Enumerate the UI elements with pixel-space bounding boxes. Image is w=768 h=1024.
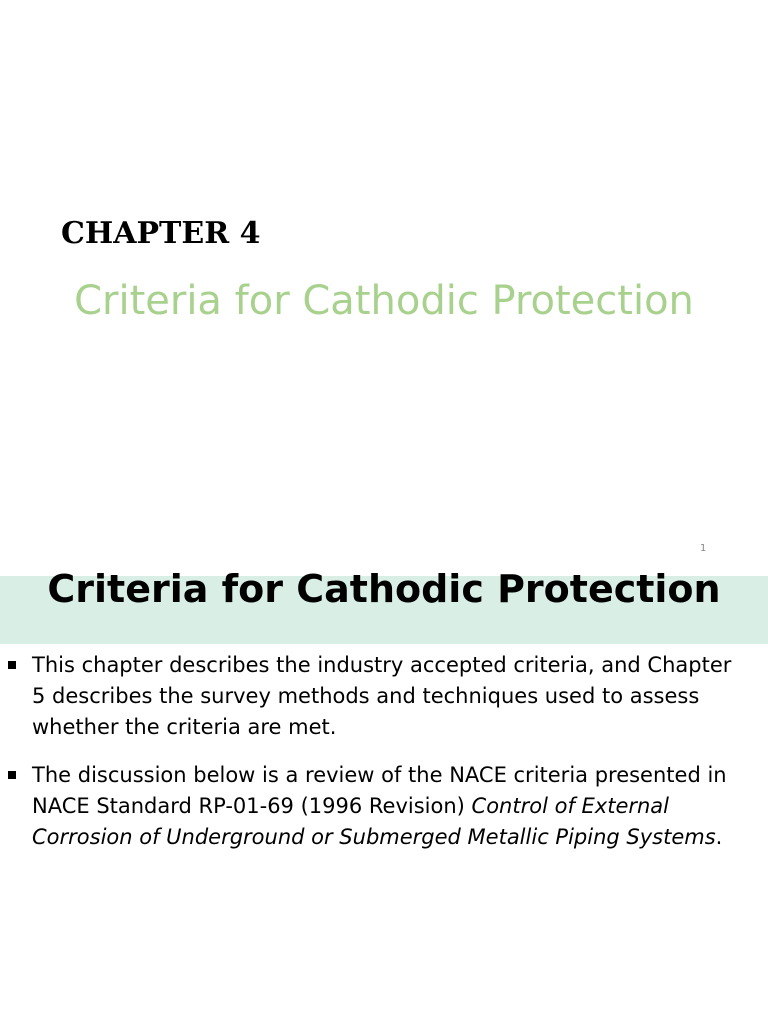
square-bullet-icon xyxy=(8,771,16,779)
chapter-title: Criteria for Cathodic Protection xyxy=(74,278,694,324)
page-number: 1 xyxy=(700,543,707,554)
slide-title: Criteria for Cathodic Protection xyxy=(47,567,721,611)
bullet-list xyxy=(0,650,768,870)
chapter-label: CHAPTER 4 xyxy=(61,216,261,251)
bullet-text: This chapter describes the industry accepted criteria, and Chapter 5 describes the survey methods and techniques used to assess whether the criteria are met. xyxy=(32,653,732,739)
publication-title: Control of External Corrosion of Underground or Submerged Metallic Piping Systems xyxy=(32,794,716,849)
bullet-end-punctuation: . xyxy=(715,825,723,849)
content-slide xyxy=(0,567,768,1024)
bullet-item xyxy=(0,760,768,853)
square-bullet-icon xyxy=(8,661,16,669)
bullet-text: The discussion below is a review of the NACE criteria presented in NACE Standard RP-01-69 (1996 Revision) xyxy=(32,763,727,818)
bullet-item xyxy=(0,650,768,743)
